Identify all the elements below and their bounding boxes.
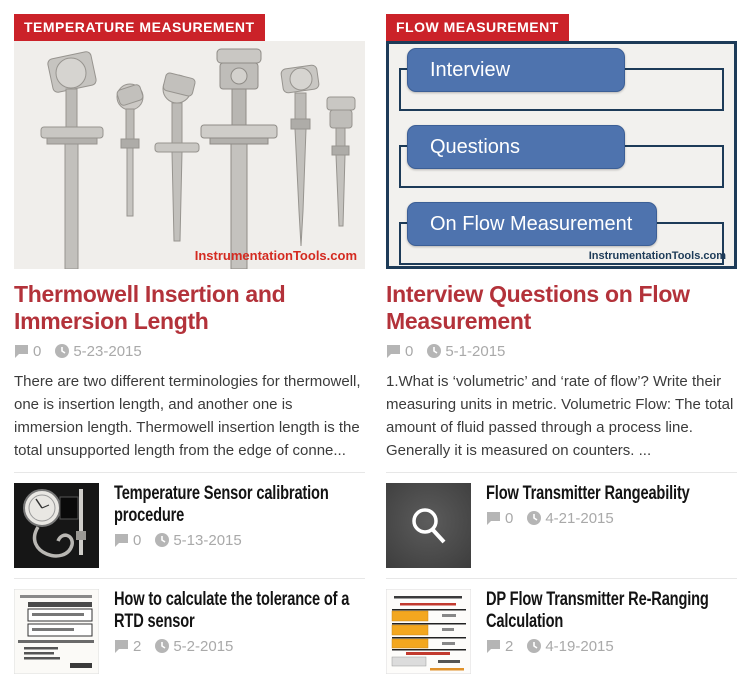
featured-post-meta <box>14 342 365 360</box>
comment-count: 0 <box>486 510 513 527</box>
comment-icon <box>486 511 501 525</box>
search-icon <box>407 504 451 548</box>
comment-count: 0 <box>386 343 413 360</box>
post-thumbnail-placeholder[interactable] <box>386 483 471 568</box>
post-date: 4-21-2015 <box>527 510 613 527</box>
clock-icon <box>155 533 169 547</box>
list-post-meta <box>114 531 365 549</box>
temperature-gauge-illustration <box>14 483 99 568</box>
clock-icon <box>527 511 541 525</box>
rtd-formula-table-illustration <box>14 589 99 674</box>
category-badge-flow[interactable]: FLOW MEASUREMENT <box>386 14 569 41</box>
post-date: 4-19-2015 <box>527 638 613 655</box>
clock-icon <box>527 639 541 653</box>
category-badge-temperature[interactable]: TEMPERATURE MEASUREMENT <box>14 14 265 41</box>
comment-icon <box>486 639 501 653</box>
featured-post-title[interactable]: Interview Questions on Flow Measurement <box>386 281 690 334</box>
list-item <box>386 473 737 578</box>
post-date: 5-13-2015 <box>155 532 241 549</box>
comment-icon <box>386 344 401 358</box>
post-date: 5-2-2015 <box>155 638 233 655</box>
comment-count: 0 <box>114 532 141 549</box>
clock-icon <box>55 344 69 358</box>
watermark-text: InstrumentationTools.com <box>194 248 357 263</box>
post-thumbnail-spreadsheet[interactable] <box>386 589 471 674</box>
clock-icon <box>427 344 441 358</box>
list-item <box>386 579 737 684</box>
list-post-meta <box>114 637 365 655</box>
list-item <box>14 579 365 684</box>
column-flow <box>386 14 737 684</box>
clock-icon <box>155 639 169 653</box>
list-post-meta <box>486 509 737 527</box>
post-date: 5-1-2015 <box>427 343 505 360</box>
diagram-label-questions: Questions <box>407 125 625 169</box>
featured-image-thermowell[interactable] <box>14 41 365 269</box>
comment-count: 2 <box>486 638 513 655</box>
list-post-title[interactable]: How to calculate the tolerance of a RTD sensor <box>114 589 350 632</box>
list-post-title[interactable]: Temperature Sensor calibration procedure <box>114 483 329 526</box>
list-post-title[interactable]: Flow Transmitter Rangeability <box>486 483 690 504</box>
featured-post-excerpt: There are two different terminologies for thermowell, one is insertion length, and another one is immersion length. Thermowell insertion length is the total unsupported length from the edge of conne... <box>14 373 361 459</box>
featured-image-flow-diagram[interactable] <box>386 41 737 269</box>
comment-icon <box>114 639 129 653</box>
comment-count: 0 <box>14 343 41 360</box>
list-post-title[interactable]: DP Flow Transmitter Re-Ranging Calculation <box>486 589 709 632</box>
featured-post-excerpt: 1.What is ‘volumetric’ and ‘rate of flow’? Write their measuring units in metric. Volumetric Flow: The total amount of fluid passed through a process line. Generally it is measured on counters. ... <box>386 373 734 459</box>
comment-count: 2 <box>114 638 141 655</box>
comment-icon <box>14 344 29 358</box>
comment-icon <box>114 533 129 547</box>
post-date: 5-23-2015 <box>55 343 141 360</box>
watermark-text: InstrumentationTools.com <box>588 250 726 262</box>
dp-flow-spreadsheet-illustration <box>386 589 471 674</box>
post-thumbnail-gauge[interactable] <box>14 483 99 568</box>
post-thumbnail-rtd-table[interactable] <box>14 589 99 674</box>
list-item <box>14 473 365 578</box>
diagram-label-on-flow-measurement: On Flow Measurement <box>407 202 657 246</box>
column-temperature <box>14 14 365 684</box>
featured-post-title[interactable]: Thermowell Insertion and Immersion Length <box>14 281 286 334</box>
list-post-meta <box>486 637 737 655</box>
thermowell-illustration <box>14 41 365 269</box>
diagram-label-interview: Interview <box>407 48 625 92</box>
featured-post-meta <box>386 342 737 360</box>
